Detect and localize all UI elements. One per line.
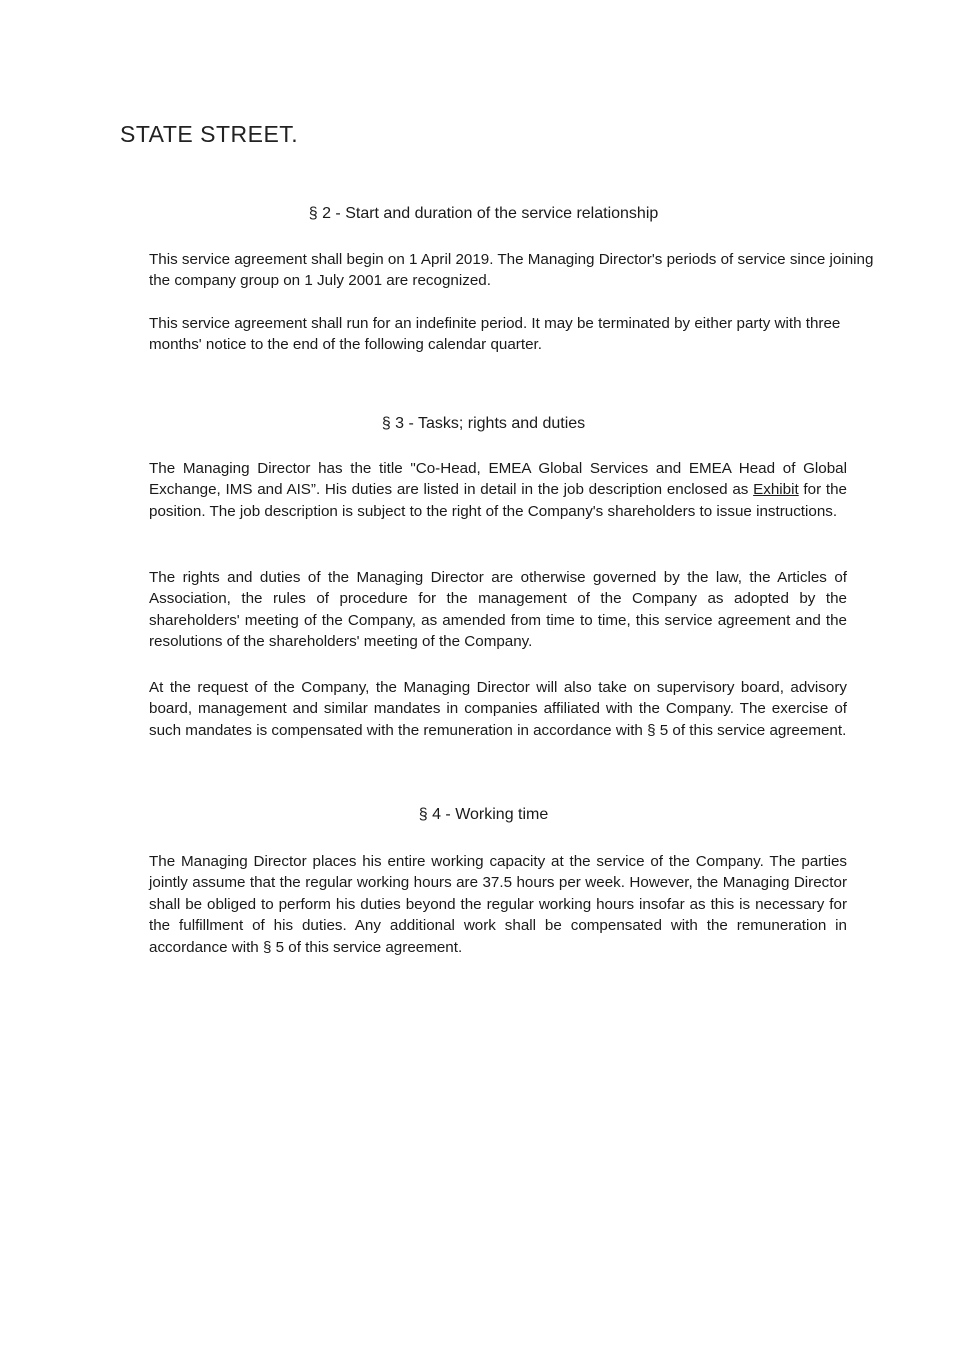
exhibit-link[interactable]: Exhibit <box>753 481 799 499</box>
section-3-paragraph-1 <box>149 458 847 522</box>
section-4-paragraph-1: The Managing Director places his entire working capacity at the service of the Company. The parties jointly assume that the regular working hours are 37.5 hours per week. However, the Managing Director shall be obliged to perform his duties beyond the regular working hours insofar as this is necessary for the fulfillment of his duties. Any additional work shall be compensated with the remuneration in accordance with § 5 of this service agreement. <box>149 853 847 956</box>
section-2-paragraph-1: This service agreement shall begin on 1 April 2019. The Managing Director's periods of service since joining the company group on 1 July 2001 are recognized. <box>149 251 874 290</box>
section-4-heading: § 4 - Working time <box>418 806 549 823</box>
section-3-paragraph-3: At the request of the Company, the Managing Director will also take on supervisory board, advisory board, management and similar mandates in companies affiliated with the Company. The exercise of such mandates is compensated with the remuneration in accordance with § 5 of this service agreement. <box>149 679 847 739</box>
section-3-heading: § 3 - Tasks; rights and duties <box>381 415 586 432</box>
company-logo: STATE STREET. <box>120 121 299 147</box>
section-2-paragraph-2: This service agreement shall run for an indefinite period. It may be terminated by either party with three months' notice to the end of the following calendar quarter. <box>149 315 841 354</box>
section-3-paragraph-1-text-b: for the position. The job description is subject to the right of the Company's shareholders to issue instructions. <box>149 481 847 520</box>
section-2-heading: § 2 - Start and duration of the service relationship <box>308 205 659 222</box>
section-3-paragraph-2: The rights and duties of the Managing Director are otherwise governed by the law, the Articles of Association, the rules of procedure for the management of the Company as adopted by the shareholders' meeting of the Company, as amended from time to time, this service agreement and the resolutions of the shareholders' meeting of the Company. <box>149 569 847 651</box>
section-3-paragraph-1-text-a: The Managing Director has the title "Co-Head, EMEA Global Services and EMEA Head of Global Exchange, IMS and AIS”. His duties are listed in detail in the job description enclosed as <box>149 460 847 499</box>
